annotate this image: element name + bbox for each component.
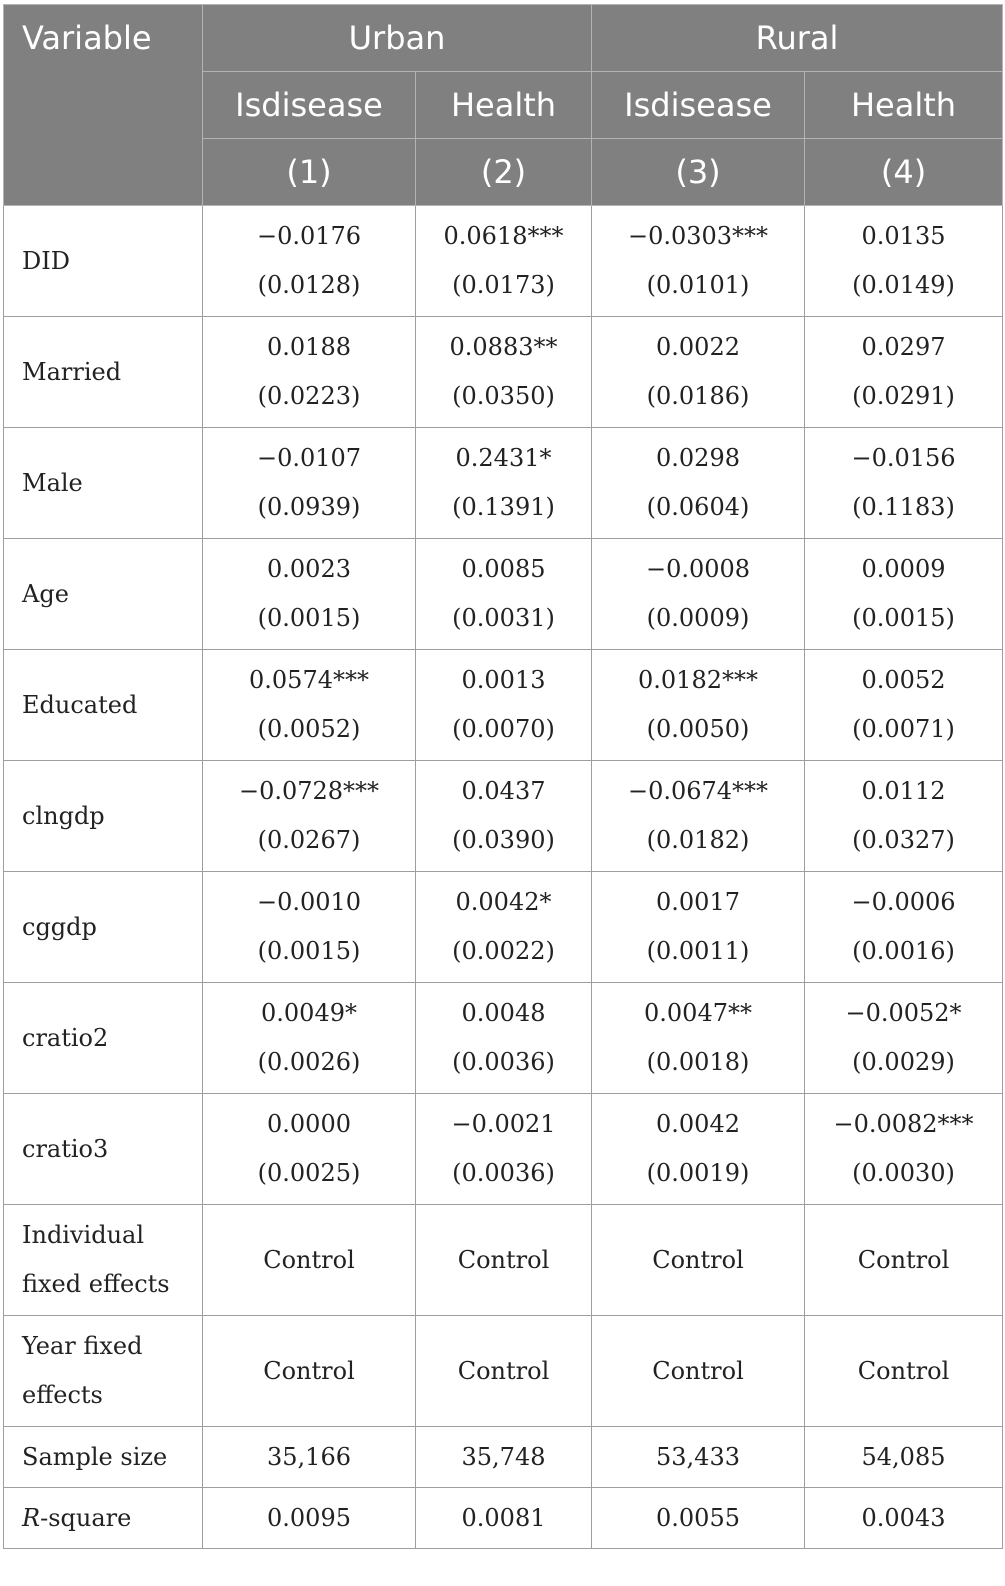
cell: 54,085 xyxy=(805,1427,1003,1488)
cell xyxy=(805,206,1003,317)
se: (0.0026) xyxy=(257,1048,361,1076)
table-row xyxy=(4,1094,1003,1205)
coef: 0.0297 xyxy=(861,333,946,361)
row-label: Sample size xyxy=(4,1427,203,1488)
header-num-2: (2) xyxy=(416,139,592,206)
se: (0.0031) xyxy=(452,604,555,632)
coef: 0.0618*** xyxy=(443,222,564,250)
se: (0.0223) xyxy=(257,382,361,410)
coef: 0.0574*** xyxy=(249,666,369,694)
header-variable: Variable xyxy=(4,5,203,206)
coef: 0.0022 xyxy=(656,333,740,361)
header-sub-4: Health xyxy=(805,72,1003,139)
cell xyxy=(805,872,1003,983)
se: (0.0186) xyxy=(646,382,750,410)
cell: Control xyxy=(416,1316,592,1427)
se: (0.0050) xyxy=(646,715,750,743)
cell xyxy=(805,317,1003,428)
coef: 0.0042 xyxy=(656,1110,740,1138)
row-label: cratio3 xyxy=(4,1094,203,1205)
header-urban: Urban xyxy=(203,5,592,72)
header-sub-2: Health xyxy=(416,72,592,139)
header-sub-3: Isdisease xyxy=(592,72,805,139)
header-sub-1: Isdisease xyxy=(203,72,416,139)
se: (0.0036) xyxy=(452,1159,555,1187)
header-num-1: (1) xyxy=(203,139,416,206)
cell: Control xyxy=(805,1316,1003,1427)
se: (0.0011) xyxy=(646,937,750,965)
coef: −0.0010 xyxy=(256,888,362,916)
header-rural: Rural xyxy=(592,5,1003,72)
table-row xyxy=(4,983,1003,1094)
se: (0.0025) xyxy=(257,1159,361,1187)
row-label: cratio2 xyxy=(4,983,203,1094)
se: (0.0015) xyxy=(257,604,361,632)
cell xyxy=(592,761,805,872)
se: (0.0018) xyxy=(646,1048,750,1076)
coef: 0.0000 xyxy=(267,1110,351,1138)
cell xyxy=(203,1094,416,1205)
cell xyxy=(592,983,805,1094)
cell xyxy=(805,1094,1003,1205)
se: (0.0291) xyxy=(852,382,955,410)
cell xyxy=(592,872,805,983)
coef: 0.0013 xyxy=(461,666,546,694)
se: (0.0019) xyxy=(646,1159,750,1187)
cell xyxy=(416,539,592,650)
cell xyxy=(805,761,1003,872)
table-row xyxy=(4,539,1003,650)
coef: −0.0156 xyxy=(851,444,956,472)
coef: 0.2431* xyxy=(455,444,552,472)
se: (0.1183) xyxy=(852,493,955,521)
se: (0.0070) xyxy=(452,715,555,743)
coef: −0.0082*** xyxy=(833,1110,974,1138)
coef: 0.0298 xyxy=(656,444,740,472)
row-label: Year fixed effects xyxy=(4,1316,203,1427)
cell xyxy=(203,761,416,872)
se: (0.0030) xyxy=(852,1159,955,1187)
table-row-r-square xyxy=(4,1488,1003,1549)
table-row xyxy=(4,761,1003,872)
coef: −0.0303*** xyxy=(627,222,769,250)
cell xyxy=(592,1094,805,1205)
table-row xyxy=(4,428,1003,539)
se: (0.0015) xyxy=(852,604,955,632)
cell: 0.0095 xyxy=(203,1488,416,1549)
se: (0.0390) xyxy=(452,826,555,854)
coef: −0.0052* xyxy=(845,999,962,1027)
cell: Control xyxy=(805,1205,1003,1316)
cell: 0.0043 xyxy=(805,1488,1003,1549)
se: (0.0016) xyxy=(852,937,955,965)
cell: 35,166 xyxy=(203,1427,416,1488)
se: (0.0071) xyxy=(852,715,955,743)
cell: 53,433 xyxy=(592,1427,805,1488)
coef: −0.0674*** xyxy=(627,777,769,805)
row-label: Married xyxy=(4,317,203,428)
cell: Control xyxy=(592,1205,805,1316)
se: (0.0128) xyxy=(257,271,361,299)
cell xyxy=(203,317,416,428)
table-row-fixed-effects xyxy=(4,1205,1003,1316)
header-num-4: (4) xyxy=(805,139,1003,206)
coef: 0.0017 xyxy=(656,888,740,916)
row-label: DID xyxy=(4,206,203,317)
coef: 0.0188 xyxy=(267,333,351,361)
coef: 0.0023 xyxy=(267,555,351,583)
coef: 0.0047** xyxy=(644,999,752,1027)
se: (0.0350) xyxy=(452,382,555,410)
header-num-3: (3) xyxy=(592,139,805,206)
se: (0.0052) xyxy=(257,715,361,743)
coef: 0.0049* xyxy=(261,999,357,1027)
cell xyxy=(805,539,1003,650)
cell xyxy=(592,650,805,761)
se: (0.0939) xyxy=(257,493,361,521)
cell xyxy=(592,317,805,428)
table-header xyxy=(4,5,1003,206)
cell xyxy=(805,428,1003,539)
cell xyxy=(805,983,1003,1094)
coef: 0.0048 xyxy=(461,999,546,1027)
row-label: R-square xyxy=(4,1488,203,1549)
coef: 0.0085 xyxy=(461,555,546,583)
coef: −0.0006 xyxy=(851,888,956,916)
cell xyxy=(416,983,592,1094)
se: (0.0036) xyxy=(452,1048,555,1076)
row-label: Male xyxy=(4,428,203,539)
regression-table xyxy=(3,4,1003,1549)
cell xyxy=(416,761,592,872)
cell xyxy=(592,206,805,317)
cell: 0.0055 xyxy=(592,1488,805,1549)
cell xyxy=(416,428,592,539)
cell: Control xyxy=(203,1205,416,1316)
coef: 0.0135 xyxy=(861,222,946,250)
row-label: Educated xyxy=(4,650,203,761)
table-row xyxy=(4,317,1003,428)
table-row xyxy=(4,650,1003,761)
se: (0.0022) xyxy=(452,937,555,965)
se: (0.1391) xyxy=(452,493,555,521)
cell xyxy=(203,872,416,983)
se: (0.0009) xyxy=(646,604,750,632)
cell xyxy=(805,650,1003,761)
se: (0.0149) xyxy=(852,271,955,299)
row-label: cggdp xyxy=(4,872,203,983)
coef: −0.0008 xyxy=(645,555,751,583)
cell xyxy=(416,1094,592,1205)
table-row xyxy=(4,872,1003,983)
coef: −0.0728*** xyxy=(238,777,380,805)
cell xyxy=(203,206,416,317)
cell xyxy=(416,317,592,428)
cell: 0.0081 xyxy=(416,1488,592,1549)
coef: 0.0182*** xyxy=(638,666,758,694)
coef: 0.0009 xyxy=(861,555,946,583)
row-label: clngdp xyxy=(4,761,203,872)
se: (0.0604) xyxy=(646,493,750,521)
cell xyxy=(416,650,592,761)
se: (0.0327) xyxy=(852,826,955,854)
se: (0.0267) xyxy=(257,826,361,854)
se: (0.0101) xyxy=(646,271,750,299)
coef: −0.0107 xyxy=(256,444,362,472)
coef: −0.0021 xyxy=(451,1110,556,1138)
table-row-sample-size xyxy=(4,1427,1003,1488)
cell xyxy=(203,983,416,1094)
table-body xyxy=(4,206,1003,1549)
coef: 0.0042* xyxy=(455,888,552,916)
se: (0.0029) xyxy=(852,1048,955,1076)
table-row xyxy=(4,206,1003,317)
coef: −0.0176 xyxy=(256,222,362,250)
row-label: Age xyxy=(4,539,203,650)
coef: 0.0437 xyxy=(461,777,546,805)
cell xyxy=(203,539,416,650)
se: (0.0015) xyxy=(257,937,361,965)
cell: Control xyxy=(203,1316,416,1427)
se: (0.0173) xyxy=(452,271,555,299)
cell: Control xyxy=(592,1316,805,1427)
coef: 0.0112 xyxy=(861,777,946,805)
coef: 0.0052 xyxy=(861,666,946,694)
cell: Control xyxy=(416,1205,592,1316)
cell xyxy=(592,428,805,539)
coef: 0.0883** xyxy=(449,333,558,361)
cell xyxy=(203,428,416,539)
se: (0.0182) xyxy=(646,826,750,854)
cell xyxy=(416,872,592,983)
cell xyxy=(203,650,416,761)
cell: 35,748 xyxy=(416,1427,592,1488)
cell xyxy=(416,206,592,317)
row-label: Individual fixed effects xyxy=(4,1205,203,1316)
cell xyxy=(592,539,805,650)
table-row-fixed-effects xyxy=(4,1316,1003,1427)
